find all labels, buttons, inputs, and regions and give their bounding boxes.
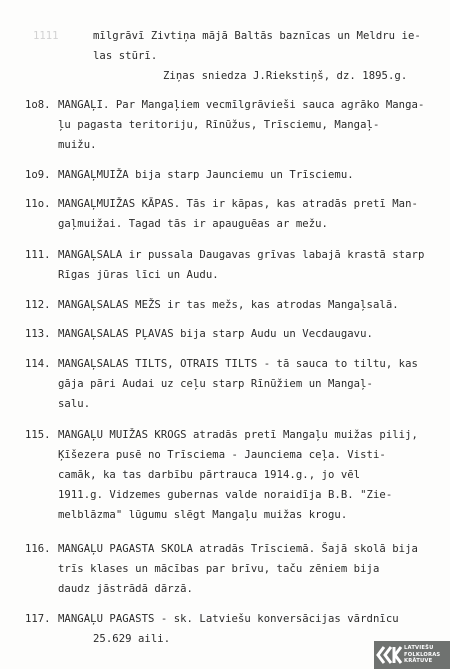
entry-line: MANGAĻSALAS MEŽS ir tas mežs, kas atrodas Mangaļsalā. <box>58 299 399 311</box>
entry-line: MANGAĻSALAS PĻAVAS bija starp Audu un Vecdaugavu. <box>58 328 373 340</box>
entry-line: MANGAĻSALAS TILTS, OTRAIS TILTS - tā sauca to tiltu, kas <box>58 358 418 370</box>
entry-line: MANGAĻU MUIŽAS KROGS atradās pretī Mangaļu muižas pilij, <box>58 429 418 441</box>
entry-line: MANGAĻI. Par Mangaļiem vecmīlgrāvieši sauca agrāko Manga- <box>58 99 425 111</box>
entry-line: ļu pagasta teritoriju, Rīnūžus, Trīsciemu, Mangaļ- <box>58 119 380 131</box>
logo-line: FOLKLORAS <box>404 651 441 658</box>
entry-number: 114. <box>25 358 51 370</box>
entry-number: 116. <box>25 543 51 555</box>
logo-line: KRĀTUVE <box>404 658 433 665</box>
entry-line: daudz jāstrādā dārzā. <box>58 583 193 595</box>
page-mark: 1111 <box>33 30 59 42</box>
entry-number: 113. <box>25 328 51 340</box>
text-line: Ziņas sniedza J.Riekstiņš, dz. 1895.g. <box>163 70 408 82</box>
entry-line: gaļmuižai. Tagad tās ir apauguēas ar mežu. <box>58 218 328 230</box>
entry-line: salu. <box>58 398 91 410</box>
archive-logo <box>374 641 450 669</box>
entry-line: camāk, ka tas darbību pārtrauca 1914.g., jo vēl <box>58 469 361 481</box>
entry-line: muižu. <box>58 139 97 151</box>
entry-line: 25.629 aili. <box>93 633 171 645</box>
entry-number: 11o. <box>25 198 51 210</box>
entry-number: 1o9. <box>25 169 51 181</box>
entry-line: 1911.g. Vidzemes gubernas valde noraidīja B.B. "Zie- <box>58 489 393 501</box>
entry-line: MANGAĻU PAGASTS - sk. Latviešu konversācijas vārdnīcu <box>58 613 399 625</box>
text-line: mīlgrāvī Zivtiņa mājā Baltās baznīcas un Meldru ie- <box>93 30 421 42</box>
entry-number: 111. <box>25 249 51 261</box>
lfk-logo-icon <box>374 641 404 669</box>
entry-line: trīs klases un mācības par brīvu, taču zēniem bija <box>58 563 380 575</box>
entry-number: 1o8. <box>25 99 51 111</box>
entry-line: MANGAĻMUIŽA bija starp Jaunciemu un Trīsciemu. <box>58 169 354 181</box>
entry-line: MANGAĻSALA ir pussala Daugavas grīvas labajā krastā starp <box>58 249 425 261</box>
entry-line: Ķīšezera pusē no Trīsciema - Jaunciema ceļa. Visti- <box>58 449 386 461</box>
entry-line: MANGAĻU PAGASTA SKOLA atradās Trīsciemā. Šajā skolā bija <box>58 543 418 555</box>
logo-line: LATVIEŠU <box>404 645 434 652</box>
entry-number: 112. <box>25 299 51 311</box>
entry-number: 115. <box>25 429 51 441</box>
text-line: las stūrī. <box>93 50 158 62</box>
entry-line: melblāzma" lūgumu slēgt Mangaļu muižas krogu. <box>58 509 348 521</box>
entry-line: gāja pāri Audai uz ceļu starp Rīnūžiem un Mangaļ- <box>58 378 373 390</box>
entry-number: 117. <box>25 613 51 625</box>
entry-line: Rīgas jūras līci un Audu. <box>58 269 219 281</box>
entry-line: MANGAĻMUIŽAS KĀPAS. Tās ir kāpas, kas atradās pretī Man- <box>58 198 418 210</box>
